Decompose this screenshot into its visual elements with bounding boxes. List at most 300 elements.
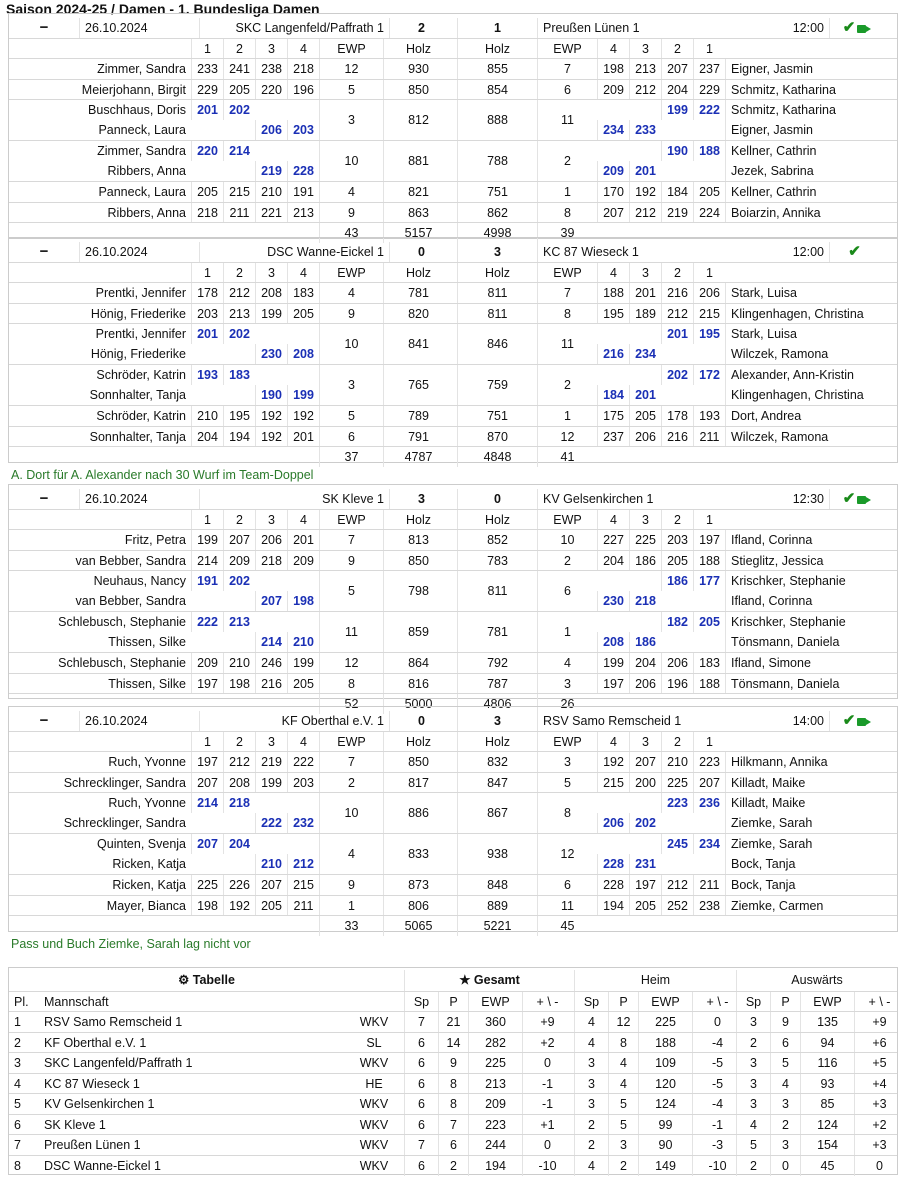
away-lane-score: 212 (629, 203, 661, 223)
away-lane-score: 182 (661, 612, 693, 632)
away-player-name[interactable]: Klingenhagen, Christina (725, 304, 895, 324)
stat-h: 0 (692, 1012, 742, 1033)
away-lane-score: 188 (693, 551, 725, 571)
home-lane-score: 209 (223, 551, 255, 571)
stat-a: 6 (770, 1033, 800, 1054)
standings-row (9, 1155, 897, 1177)
double-row-bottom (9, 632, 897, 652)
away-holz: 938 (457, 834, 537, 875)
away-total-ewp: 41 (537, 447, 597, 467)
away-lane-score: 207 (661, 59, 693, 79)
away-player-name[interactable]: Ifland, Corinna (725, 591, 895, 611)
stat-a: 45 (800, 1156, 854, 1177)
away-lane-score: 222 (693, 100, 725, 120)
double-row-bottom (9, 385, 897, 405)
home-player-name[interactable]: Ruch, Yvonne (108, 796, 186, 810)
home-lane-score: 201 (287, 530, 319, 550)
home-lane-score: 209 (287, 551, 319, 571)
home-lane-score: 198 (287, 591, 319, 611)
stat-a: +3 (854, 1094, 900, 1115)
team-name[interactable]: KF Oberthal e.V. 1 (44, 1035, 147, 1050)
away-lane-header: 4 (597, 263, 629, 283)
col-sp: Sp (736, 992, 770, 1013)
stat-h: 4 (608, 1053, 638, 1074)
away-player-name[interactable]: Krischker, Stephanie (725, 571, 895, 591)
away-lane-score: 209 (597, 80, 629, 100)
home-lane-score: 192 (223, 896, 255, 916)
association: SL (366, 1035, 382, 1050)
away-ewp: 2 (537, 551, 597, 571)
match-date: 26.10.2024 (79, 18, 199, 38)
home-holz-header: Holz (383, 732, 453, 752)
home-holz: 864 (383, 653, 453, 673)
away-lane-header: 2 (661, 732, 693, 752)
player-row (9, 426, 897, 447)
home-player-name[interactable]: Sonnhalter, Tanja (89, 387, 186, 402)
player-row (9, 202, 897, 223)
stat-g: -10 (522, 1156, 572, 1177)
match-time: 12:30 (792, 492, 824, 506)
away-player-name[interactable]: Ziemke, Sarah (725, 834, 895, 854)
video-camera-icon[interactable] (857, 25, 866, 33)
home-player-name[interactable]: Sonnhalter, Tanja (89, 429, 186, 444)
away-ewp: 1 (537, 406, 597, 426)
away-ewp: 10 (537, 530, 597, 550)
away-lane-score: 192 (597, 752, 629, 772)
away-lane-score: 204 (661, 80, 693, 100)
stat-a: 3 (770, 1094, 800, 1115)
home-lane-score: 196 (287, 80, 319, 100)
col-diff: + \ - (854, 992, 900, 1013)
home-player-name[interactable]: Meierjohann, Birgit (81, 82, 186, 97)
away-player-name[interactable]: Stieglitz, Jessica (725, 551, 895, 571)
away-lane-score: 186 (629, 632, 661, 652)
away-lane-score: 201 (629, 283, 661, 303)
away-lane-score: 227 (597, 530, 629, 550)
home-player-name[interactable]: Schlebusch, Stephanie (58, 656, 186, 670)
home-player-name[interactable]: Schlebusch, Stephanie (58, 615, 186, 629)
player-row (9, 874, 897, 895)
stat-g: 6 (404, 1053, 438, 1074)
home-lane-score: 198 (223, 674, 255, 694)
col-sp: Sp (404, 992, 438, 1013)
away-holz: 759 (457, 365, 537, 406)
home-lane-score: 241 (223, 59, 255, 79)
home-player-name[interactable]: Panneck, Laura (98, 185, 186, 199)
home-lane-score: 222 (255, 813, 287, 833)
home-lane-score: 207 (191, 773, 223, 793)
standings-row (9, 1011, 897, 1033)
home-team-name: KF Oberthal e.V. 1 (199, 711, 389, 731)
away-lane-score: 201 (629, 161, 661, 181)
away-player-name[interactable]: Ifland, Corinna (725, 530, 895, 550)
home-lane-score: 197 (191, 674, 223, 694)
team-name[interactable]: DSC Wanne-Eickel 1 (44, 1158, 161, 1173)
away-lane-score: 205 (693, 182, 725, 202)
away-ewp: 5 (537, 773, 597, 793)
home-points: 2 (389, 18, 453, 38)
away-player-name[interactable]: Ziemke, Sarah (725, 813, 895, 833)
col-ewp: EWP (800, 992, 854, 1013)
home-ewp: 6 (319, 427, 383, 447)
player-row (9, 303, 897, 324)
rank: 8 (14, 1158, 21, 1173)
away-lane-score: 210 (661, 752, 693, 772)
away-lane-score: 205 (661, 551, 693, 571)
stat-g: -1 (522, 1094, 572, 1115)
home-lane-header: 3 (255, 732, 287, 752)
standings-column-header (9, 991, 897, 1013)
stat-h: -4 (692, 1033, 742, 1054)
auswaerts-header: Auswärts (736, 970, 897, 991)
away-team-name: KC 87 Wieseck 1 (537, 242, 767, 262)
away-player-name[interactable]: Stark, Luisa (725, 283, 895, 303)
team-name[interactable]: Preußen Lünen 1 (44, 1138, 141, 1152)
away-player-name[interactable]: Dort, Andrea (725, 406, 895, 426)
stat-a: 5 (736, 1135, 770, 1156)
away-player-name[interactable]: Killadt, Maike (725, 773, 895, 793)
player-row (9, 282, 897, 303)
home-lane-score: 207 (255, 875, 287, 895)
away-lane-score: 202 (661, 365, 693, 385)
stat-g: 7 (404, 1135, 438, 1156)
away-holz: 811 (457, 304, 537, 324)
home-player-name[interactable]: Hönig, Friederike (90, 346, 186, 361)
home-holz: 781 (383, 283, 453, 303)
stat-a: 3 (736, 1094, 770, 1115)
home-player-name[interactable]: Fritz, Petra (124, 533, 186, 547)
home-lane-score: 233 (191, 59, 223, 79)
home-holz: 821 (383, 182, 453, 202)
away-holz: 867 (457, 793, 537, 834)
away-holz: 852 (457, 530, 537, 550)
home-holz-header: Holz (383, 263, 453, 283)
match-time: 12:00 (792, 21, 824, 35)
home-ewp: 9 (319, 875, 383, 895)
collapse-toggle-icon[interactable]: − (39, 490, 49, 507)
video-camera-icon[interactable] (857, 496, 866, 504)
home-holz: 791 (383, 427, 453, 447)
home-holz: 833 (383, 834, 453, 875)
away-lane-score: 230 (597, 591, 629, 611)
double-row-top (9, 364, 897, 392)
stat-g: 9 (438, 1053, 468, 1074)
away-lane-score: 200 (629, 773, 661, 793)
away-player-name[interactable]: Klingenhagen, Christina (725, 385, 895, 405)
home-player-name[interactable]: Neuhaus, Nancy (93, 574, 186, 588)
home-holz: 816 (383, 674, 453, 694)
away-lane-score: 205 (693, 612, 725, 632)
away-lane-header: 4 (597, 732, 629, 752)
away-lane-score: 199 (661, 100, 693, 120)
home-holz: 863 (383, 203, 453, 223)
home-total-ewp: 37 (319, 447, 383, 467)
stat-a: 93 (800, 1074, 854, 1095)
home-team-name: SKC Langenfeld/Paffrath 1 (199, 18, 389, 38)
away-player-name[interactable]: Kellner, Cathrin (725, 182, 895, 202)
home-player-name[interactable]: Ribbers, Anna (107, 205, 186, 220)
away-lane-header: 3 (629, 732, 661, 752)
away-player-name[interactable]: Ziemke, Carmen (725, 896, 895, 916)
home-ewp-header: EWP (319, 263, 383, 283)
match-header (9, 242, 897, 262)
away-player-name[interactable]: Killadt, Maike (725, 793, 895, 813)
stat-g: 6 (404, 1094, 438, 1115)
home-lane-header: 3 (255, 263, 287, 283)
home-player-name[interactable]: Zimmer, Sandra (97, 62, 186, 76)
home-lane-score: 191 (191, 571, 223, 591)
home-lane-header: 3 (255, 510, 287, 530)
home-player-name[interactable]: Hönig, Friederike (90, 306, 186, 321)
home-lane-score: 238 (255, 59, 287, 79)
home-player-name[interactable]: Schrecklinger, Sandra (63, 775, 186, 790)
away-player-name[interactable]: Schmitz, Katharina (725, 80, 895, 100)
double-row-bottom (9, 161, 897, 181)
away-player-name[interactable]: Wilczek, Ramona (725, 344, 895, 364)
home-player-name[interactable]: Prentki, Jennifer (95, 286, 186, 300)
home-ewp: 3 (319, 365, 383, 406)
home-lane-score: 202 (223, 100, 255, 120)
stat-g: 8 (438, 1074, 468, 1095)
standings-row (9, 1073, 897, 1095)
away-lane-score: 211 (693, 427, 725, 447)
away-player-name[interactable]: Tönsmann, Daniela (725, 674, 895, 694)
away-player-name[interactable]: Tönsmann, Daniela (725, 632, 895, 652)
away-lane-score: 215 (597, 773, 629, 793)
stat-a: 3 (736, 1053, 770, 1074)
away-ewp: 8 (537, 793, 597, 834)
video-camera-icon[interactable] (857, 718, 866, 726)
away-player-name[interactable]: Jezek, Sabrina (725, 161, 895, 181)
col-team: Mannschaft (44, 994, 109, 1009)
team-name[interactable]: RSV Samo Remscheid 1 (44, 1015, 183, 1029)
away-lane-score: 199 (597, 653, 629, 673)
away-lane-score: 229 (693, 80, 725, 100)
collapse-toggle-icon[interactable]: − (39, 243, 49, 260)
home-lane-score: 190 (255, 385, 287, 405)
home-lane-score: 216 (255, 674, 287, 694)
stat-h: 8 (608, 1033, 638, 1054)
away-team-name: Preußen Lünen 1 (537, 18, 767, 38)
team-name[interactable]: KC 87 Wieseck 1 (44, 1076, 140, 1091)
standings-table (8, 967, 898, 1175)
collapse-toggle-icon[interactable]: − (39, 19, 49, 36)
home-lane-score: 207 (223, 530, 255, 550)
home-player-name[interactable]: Thissen, Silke (108, 634, 186, 649)
home-lane-score: 218 (223, 793, 255, 813)
home-player-name[interactable]: Ribbers, Anna (107, 163, 186, 178)
home-player-name[interactable]: Zimmer, Sandra (97, 144, 186, 158)
away-lane-header: 1 (693, 263, 725, 283)
home-lane-score: 213 (223, 612, 255, 632)
away-lane-score: 197 (597, 674, 629, 694)
tabelle-title: Tabelle (192, 973, 235, 987)
away-lane-score: 211 (693, 875, 725, 895)
col-diff: + \ - (692, 992, 742, 1013)
check-icon: ✔ (842, 712, 856, 729)
home-lane-score: 215 (287, 875, 319, 895)
home-ewp: 5 (319, 406, 383, 426)
away-lane-score: 252 (661, 896, 693, 916)
away-lane-header: 2 (661, 39, 693, 59)
home-player-name[interactable]: van Bebber, Sandra (75, 593, 186, 608)
away-lane-score: 178 (661, 406, 693, 426)
team-name[interactable]: SK Kleve 1 (44, 1117, 106, 1132)
home-ewp: 9 (319, 203, 383, 223)
stat-a: +5 (854, 1053, 900, 1074)
home-ewp: 7 (319, 752, 383, 772)
team-name[interactable]: SKC Langenfeld/Paffrath 1 (44, 1056, 193, 1070)
away-lane-score: 207 (693, 773, 725, 793)
stat-h: 225 (638, 1012, 692, 1033)
away-points: 0 (457, 489, 537, 509)
double-row-top (9, 323, 897, 351)
away-lane-score: 201 (661, 324, 693, 344)
away-player-name[interactable]: Eigner, Jasmin (725, 120, 895, 140)
stat-h: 188 (638, 1033, 692, 1054)
home-player-name[interactable]: Prentki, Jennifer (95, 327, 186, 341)
away-lane-score: 184 (661, 182, 693, 202)
away-player-name[interactable]: Wilczek, Ramona (725, 427, 895, 447)
away-lane-score: 228 (597, 875, 629, 895)
home-lane-score: 201 (191, 100, 223, 120)
away-ewp: 2 (537, 141, 597, 182)
stat-g: 6 (438, 1135, 468, 1156)
away-total-holz: 4848 (457, 447, 537, 467)
away-player-name[interactable]: Krischker, Stephanie (725, 612, 895, 632)
away-player-name[interactable]: Stark, Luisa (725, 324, 895, 344)
stat-h: 2 (608, 1156, 638, 1177)
home-player-name[interactable]: Schrecklinger, Sandra (63, 815, 186, 830)
stat-a: 0 (854, 1156, 900, 1177)
association: HE (365, 1076, 383, 1091)
home-lane-score: 219 (255, 161, 287, 181)
home-player-name[interactable]: van Bebber, Sandra (75, 553, 186, 568)
away-lane-score: 215 (693, 304, 725, 324)
col-p: P (608, 992, 638, 1013)
player-row (9, 529, 897, 550)
home-player-name[interactable]: Schröder, Katrin (96, 409, 186, 423)
collapse-toggle-icon[interactable]: − (39, 712, 49, 729)
away-player-name[interactable]: Bock, Tanja (725, 875, 895, 895)
col-ewp: EWP (468, 992, 522, 1013)
home-player-name[interactable]: Ricken, Katja (112, 856, 186, 871)
away-lane-score: 190 (661, 141, 693, 161)
stat-h: -3 (692, 1135, 742, 1156)
home-lane-header: 1 (191, 732, 223, 752)
home-ewp: 1 (319, 896, 383, 916)
gear-icon[interactable]: ⚙ (178, 973, 193, 987)
standings-group-header (9, 970, 897, 991)
away-player-name[interactable]: Ifland, Simone (725, 653, 895, 673)
away-ewp: 7 (537, 283, 597, 303)
standings-row (9, 1093, 897, 1115)
away-lane-header: 2 (661, 263, 693, 283)
home-lane-score: 195 (223, 406, 255, 426)
away-player-name[interactable]: Kellner, Cathrin (725, 141, 895, 161)
standings-row (9, 1032, 897, 1054)
away-player-name[interactable]: Hilkmann, Annika (725, 752, 895, 772)
home-total-holz: 4787 (383, 447, 453, 467)
home-lane-score: 201 (287, 427, 319, 447)
home-player-name[interactable]: Buschhaus, Doris (88, 103, 186, 117)
player-row (9, 751, 897, 772)
stat-g: -1 (522, 1074, 572, 1095)
home-holz: 850 (383, 752, 453, 772)
player-row (9, 405, 897, 426)
home-holz: 850 (383, 551, 453, 571)
away-team-name: KV Gelsenkirchen 1 (537, 489, 767, 509)
home-holz: 812 (383, 100, 453, 141)
rank: 1 (14, 1015, 21, 1029)
home-holz: 859 (383, 612, 453, 653)
away-player-name[interactable]: Eigner, Jasmin (725, 59, 895, 79)
home-lane-score: 206 (255, 120, 287, 140)
home-player-name[interactable]: Quinten, Svenja (97, 837, 186, 851)
double-row-bottom (9, 344, 897, 364)
home-lane-header: 2 (223, 263, 255, 283)
away-ewp: 11 (537, 324, 597, 365)
away-player-name[interactable]: Alexander, Ann-Kristin (725, 365, 895, 385)
team-name[interactable]: KV Gelsenkirchen 1 (44, 1097, 155, 1111)
away-lane-score: 201 (629, 385, 661, 405)
away-lane-score: 231 (629, 854, 661, 874)
away-lane-score: 213 (629, 59, 661, 79)
home-player-name[interactable]: Ricken, Katja (112, 878, 186, 892)
home-lane-score: 222 (287, 752, 319, 772)
stat-a: 135 (800, 1012, 854, 1033)
home-points: 0 (389, 242, 453, 262)
away-ewp-header: EWP (537, 732, 597, 752)
away-ewp: 12 (537, 427, 597, 447)
home-points: 3 (389, 489, 453, 509)
association: WKV (359, 1158, 389, 1173)
home-total-ewp: 43 (319, 223, 383, 243)
home-lane-score: 192 (287, 406, 319, 426)
stat-g: 6 (404, 1156, 438, 1177)
home-lane-score: 211 (287, 896, 319, 916)
match-block (8, 706, 898, 951)
stat-h: 3 (574, 1094, 608, 1115)
home-lane-score: 192 (255, 427, 287, 447)
away-player-name[interactable]: Schmitz, Katharina (725, 100, 895, 120)
stat-a: 4 (736, 1115, 770, 1136)
home-team-name: SK Kleve 1 (199, 489, 389, 509)
away-lane-header: 1 (693, 510, 725, 530)
away-lane-score: 170 (597, 182, 629, 202)
away-lane-header: 3 (629, 39, 661, 59)
home-player-name[interactable]: Thissen, Silke (108, 676, 186, 691)
stat-a: 2 (770, 1115, 800, 1136)
away-player-name[interactable]: Boiarzin, Annika (725, 203, 895, 223)
away-player-name[interactable]: Bock, Tanja (725, 854, 895, 874)
stat-h: 4 (574, 1156, 608, 1177)
away-ewp: 6 (537, 80, 597, 100)
away-lane-score: 196 (661, 674, 693, 694)
home-lane-header: 4 (287, 732, 319, 752)
home-lane-score: 210 (223, 653, 255, 673)
home-player-name[interactable]: Ruch, Yvonne (108, 755, 186, 769)
stat-g: 360 (468, 1012, 522, 1033)
away-holz-header: Holz (457, 263, 537, 283)
home-player-name[interactable]: Panneck, Laura (98, 122, 186, 137)
home-player-name[interactable]: Schröder, Katrin (96, 368, 186, 382)
home-lane-score: 246 (255, 653, 287, 673)
home-player-name[interactable]: Mayer, Bianca (106, 898, 186, 913)
away-lane-score: 224 (693, 203, 725, 223)
match-time: 14:00 (792, 714, 824, 728)
away-lane-score: 212 (629, 80, 661, 100)
